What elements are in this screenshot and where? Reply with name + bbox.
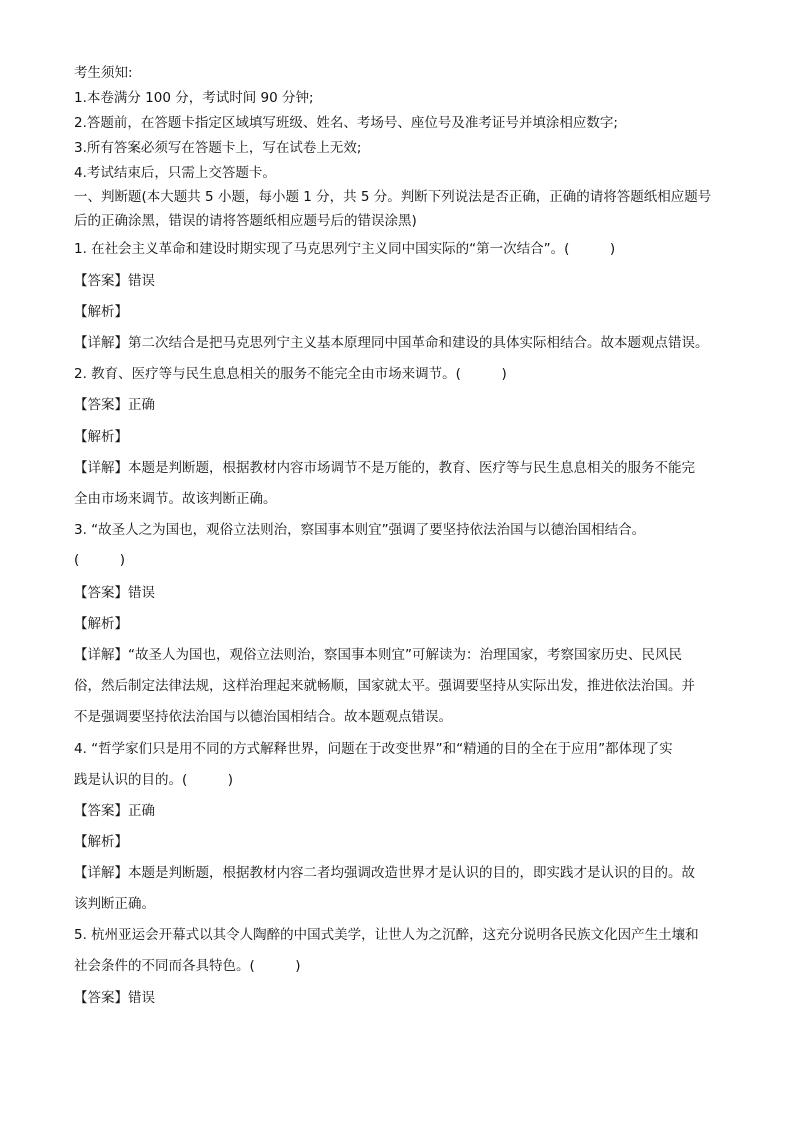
question-2-analysis: 【解析】 [74, 429, 128, 445]
notice-item-1: 1.本卷满分 100 分，考试时间 90 分钟; [74, 90, 314, 106]
notice-title: 考生须知: [74, 65, 133, 81]
question-5-text-line2: 社会条件的不同而各具特色。( ) [74, 958, 301, 974]
question-1-analysis: 【解析】 [74, 304, 128, 320]
question-4-text-line2: 践是认识的目的。( ) [74, 772, 234, 788]
question-4-analysis: 【解析】 [74, 834, 128, 850]
question-2-detail-line1: 【详解】本题是判断题，根据教材内容市场调节不是万能的，教育、医疗等与民生息息相关的服务不能完 [74, 460, 695, 476]
question-4-detail-line1: 【详解】本题是判断题，根据教材内容二者均强调改造世界才是认识的目的，即实践才是认识的目的。故 [74, 865, 695, 881]
question-3-text-line1: 3. “故圣人之为国也，观俗立法则治，察国事本则宜”强调了要坚持依法治国与以德治国相结合。 [74, 522, 646, 538]
notice-item-3: 3.所有答案必须写在答题卡上，写在试卷上无效; [74, 140, 362, 156]
question-2-answer: 【答案】正确 [74, 397, 155, 413]
question-3-text-line2: ( ) [74, 552, 126, 568]
question-3-analysis: 【解析】 [74, 616, 128, 632]
question-1-text: 1. 在社会主义革命和建设时期实现了马克思列宁主义同中国实际的“第一次结合”。( ) [74, 241, 616, 257]
question-2-text: 2. 教育、医疗等与民生息息相关的服务不能完全由市场来调节。( ) [74, 366, 507, 382]
question-1-detail: 【详解】第二次结合是把马克思列宁主义基本原理同中国革命和建设的具体实际相结合。故本题观点错误。 [74, 335, 709, 351]
question-4-answer: 【答案】正确 [74, 803, 155, 819]
question-3-detail-line1: 【详解】“故圣人为国也，观俗立法则治，察国事本则宜”可解读为：治理国家，考察国家历史、民风民 [74, 647, 682, 663]
question-5-answer: 【答案】错误 [74, 990, 155, 1006]
question-3-detail-line3: 不是强调要坚持依法治国与以德治国相结合。故本题观点错误。 [74, 709, 452, 725]
question-1-answer: 【答案】错误 [74, 273, 155, 289]
question-4-text-line1: 4. “哲学家们只是用不同的方式解释世界，问题在于改变世界”和“精通的目的全在于应用”都体现了实 [74, 741, 673, 757]
question-2-detail-line2: 全由市场来调节。故该判断正确。 [74, 491, 277, 507]
question-4-detail-line2: 该判断正确。 [74, 896, 155, 912]
notice-item-4: 4.考试结束后，只需上交答题卡。 [74, 165, 276, 181]
question-3-answer: 【答案】错误 [74, 585, 155, 601]
question-3-detail-line2: 俗，然后制定法律法规，这样治理起来就畅顺，国家就太平。强调要坚持从实际出发，推进依法治国。并 [74, 678, 695, 694]
notice-item-2: 2.答题前，在答题卡指定区域填写班级、姓名、考场号、座位号及准考证号并填涂相应数字; [74, 115, 618, 131]
question-5-text-line1: 5. 杭州亚运会开幕式以其令人陶醉的中国式美学，让世人为之沉醉，这充分说明各民族文化因产生土壤和 [74, 927, 699, 943]
section-heading-line1: 一、判断题(本大题共 5 小题，每小题 1 分，共 5 分。判断下列说法是否正确，正确的请将答题纸相应题号 [74, 189, 712, 205]
section-heading-line2: 后的正确涂黑，错误的请将答题纸相应题号后的错误涂黑) [74, 213, 417, 229]
